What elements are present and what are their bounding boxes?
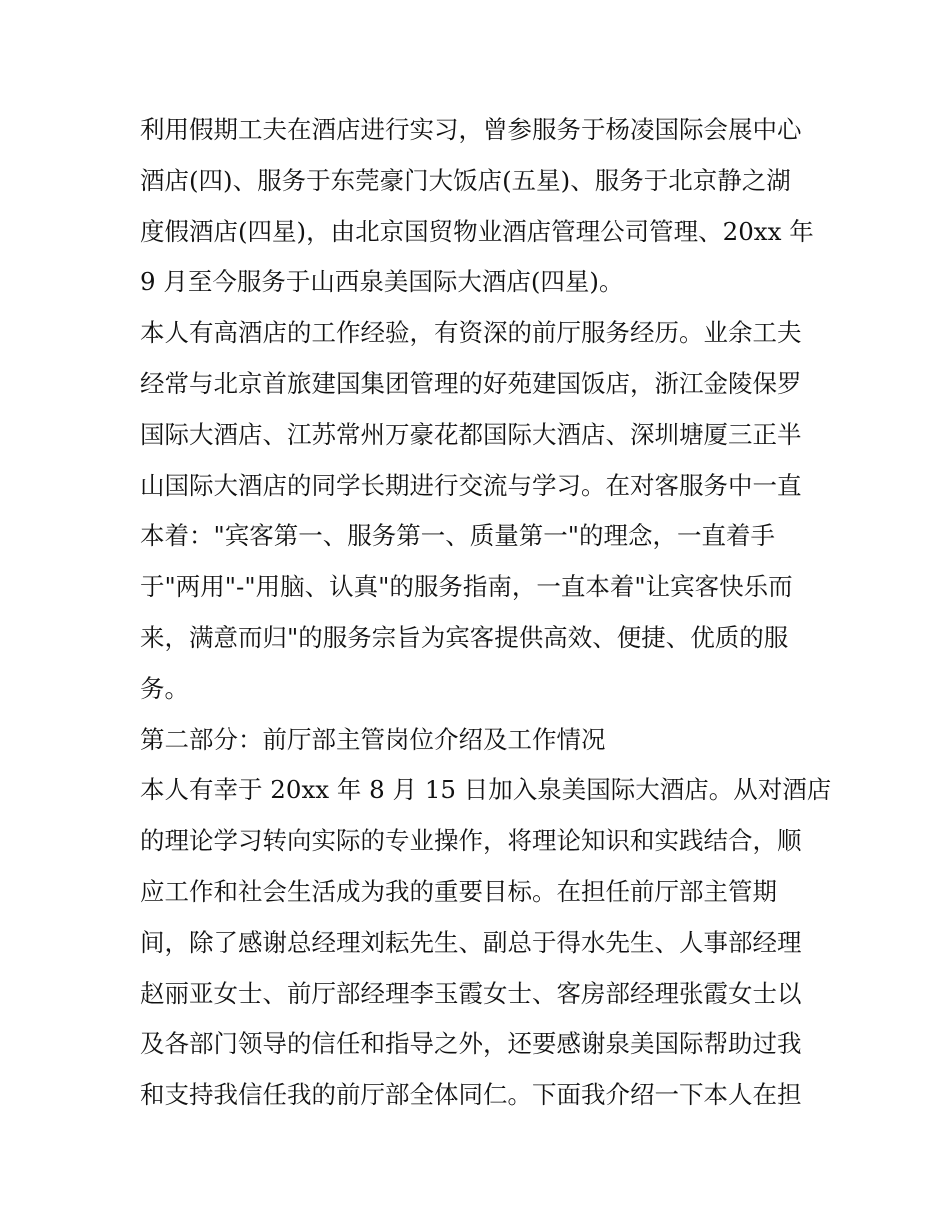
text-line: 本人有高酒店的工作经验，有资深的前厅服务经历。业余工夫 xyxy=(140,318,802,348)
text-line: 间，除了感谢总经理刘耘先生、副总于得水先生、人事部经理 xyxy=(140,927,802,957)
text-line: 本人有幸于 20xx 年 8 月 15 日加入泉美国际大酒店。从对酒店 xyxy=(140,775,832,805)
text-line: 及各部门领导的信任和指导之外，还要感谢泉美国际帮助过我 xyxy=(140,1029,802,1059)
text-line: 经常与北京首旅建国集团管理的好苑建国饭店，浙江金陵保罗 xyxy=(140,368,802,398)
text-line: 来，满意而归"的服务宗旨为宾客提供高效、便捷、优质的服 xyxy=(140,622,789,652)
text-line: 应工作和社会生活成为我的重要目标。在担任前厅部主管期 xyxy=(140,876,777,906)
text-line: 利用假期工夫在酒店进行实习，曾参服务于杨凌国际会展中心 xyxy=(140,115,802,144)
text-line: 度假酒店(四星)，由北京国贸物业酒店管理公司管理、20xx 年 xyxy=(140,216,814,246)
text-line: 本着："宾客第一、服务第一、质量第一"的理念，一直着手 xyxy=(140,521,776,551)
text-line: 赵丽亚女士、前厅部经理李玉霞女士、客房部经理张霞女士以 xyxy=(140,978,802,1008)
text-line: 于"两用"-"用脑、认真"的服务指南，一直本着"让宾客快乐而 xyxy=(140,572,793,602)
text-line: 9 月至今服务于山西泉美国际大酒店(四星)。 xyxy=(140,267,624,297)
document-page xyxy=(140,105,832,1121)
text-line: 山国际大酒店的同学长期进行交流与学习。在对客服务中一直 xyxy=(140,470,802,500)
text-line: 酒店(四)、服务于东莞豪门大饭店(五星)、服务于北京静之湖 xyxy=(140,165,791,195)
section-heading: 第二部分：前厅部主管岗位介绍及工作情况 xyxy=(140,724,606,754)
text-line: 务。 xyxy=(140,673,189,703)
text-line: 国际大酒店、江苏常州万豪花都国际大酒店、深圳塘厦三正半 xyxy=(140,419,802,449)
text-line: 的理论学习转向实际的专业操作，将理论知识和实践结合，顺 xyxy=(140,826,802,856)
text-line: 和支持我信任我的前厅部全体同仁。下面我介绍一下本人在担 xyxy=(140,1080,802,1110)
